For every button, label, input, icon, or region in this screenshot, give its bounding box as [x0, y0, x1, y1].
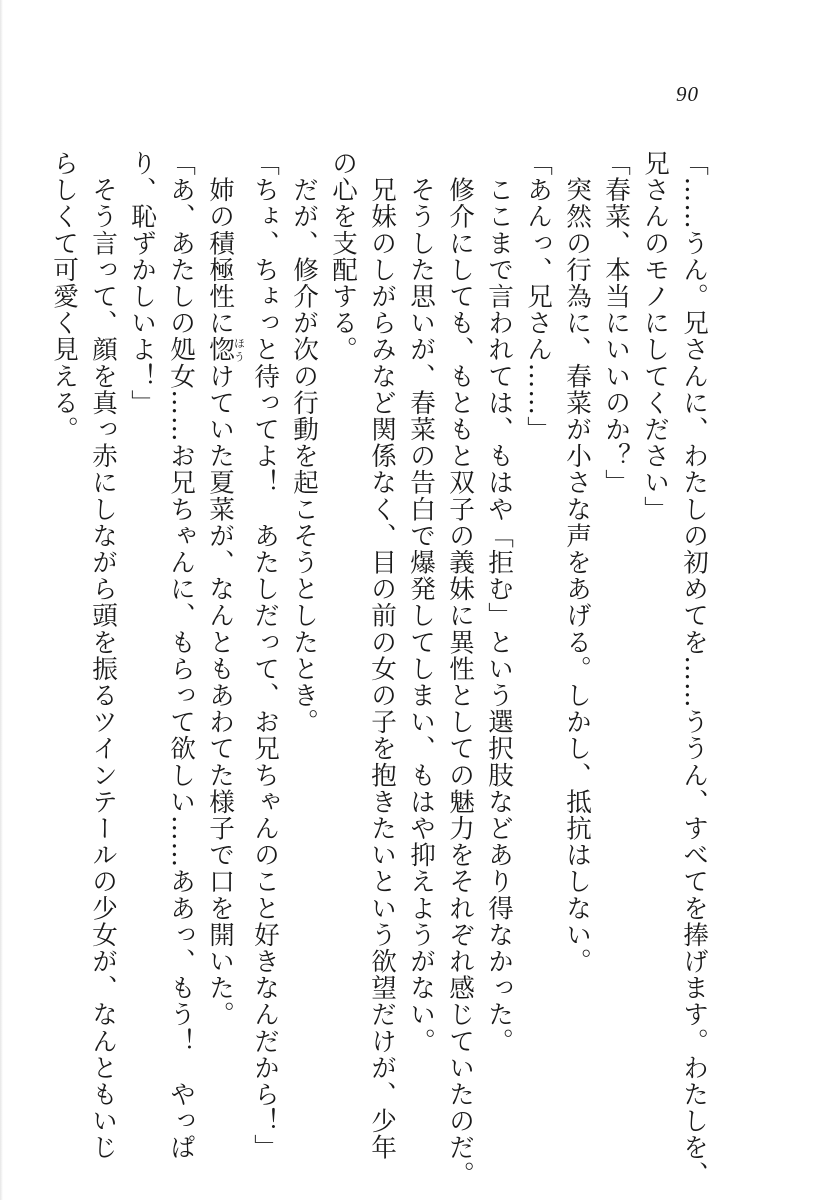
page-number: 90: [676, 82, 699, 106]
text-line: らしくて可愛く見える。: [49, 150, 79, 443]
ruby-line-after: けていた夏菜が、なんともあわてた様子で口を開いた。: [205, 362, 235, 1028]
text-line: 「ちょ、ちょっと待ってよ！ あたしだって、お兄ちゃんのこと好きなんだから！」: [250, 150, 280, 1161]
text-line: 「あんっ、兄さん……」: [523, 150, 553, 443]
text-line: 兄さんのモノにしてください」: [640, 150, 670, 523]
ruby-reading: ほう: [232, 336, 246, 363]
text-line: の心を支配する。: [328, 150, 358, 363]
text-line: 「あ、あたしの処女……お兄ちゃんに、もらって欲しい……ああっ、もう！ やっぱ: [166, 150, 196, 1161]
text-line: そうした思いが、春菜の告白で爆発してしまい、もはや抑えようがない。: [406, 150, 436, 1055]
text-line: そう言って、顔を真っ赤にしながら頭を振るツインテールの少女が、なんともいじ: [88, 150, 118, 1161]
text-line: 「……うん。兄さんに、わたしの初めてを……ううん、すべてを捧げます。わたしを、: [679, 150, 709, 1188]
text-line: 突然の行為に、春菜が小さな声をあげる。しかし、抵抗はしない。: [562, 150, 592, 975]
scan-edge-shadow: [0, 0, 3, 1200]
text-line-with-ruby: [200, 150, 245, 1140]
text-line: 兄妹のしがらみなど関係なく、目の前の女の子を抱きたいという欲望だけが、少年: [367, 150, 397, 1161]
novel-body-text: [44, 150, 713, 1188]
text-line: ここまで言われては、もはや「拒む」という選択肢などあり得なかった。: [484, 150, 514, 1055]
ruby-line-before: 姉の積極性に: [205, 150, 235, 337]
text-line: 修介にしても、もともと双子の義妹に異性としての魅力をそれぞれ感じていたのだ。: [445, 150, 475, 1188]
text-line: 「春菜、本当にいいのか？」: [601, 150, 631, 496]
text-line: り、恥ずかしいよ！」: [127, 150, 157, 416]
text-line: だが、修介が次の行動を起こそうとしたとき。: [289, 150, 319, 736]
ruby-annotation: [205, 336, 246, 363]
ruby-base: 惚: [205, 336, 235, 363]
